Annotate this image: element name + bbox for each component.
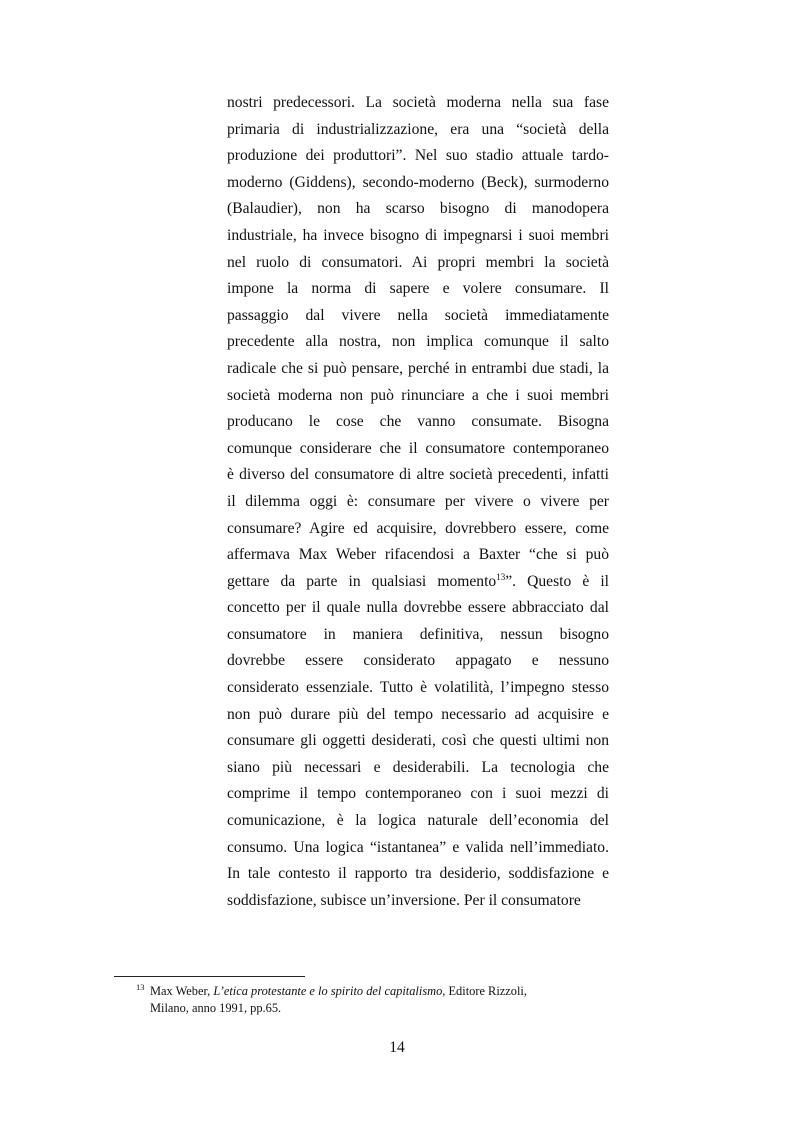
footnote-separator xyxy=(114,976,305,977)
page-number: 14 xyxy=(389,1039,405,1056)
body-line: concetto per il quale nulla dovrebbe essere abbracciato dal xyxy=(227,599,609,617)
body-line: soddisfazione, subisce un’inversione. Per il consumatore xyxy=(227,891,581,909)
body-line: industriale, ha invece bisogno di impegnarsi i suoi membri xyxy=(227,226,609,244)
body-line: considerato essenziale. Tutto è volatilità, l’impegno stesso xyxy=(227,679,609,697)
body-text xyxy=(227,90,609,914)
body-line: comprime il tempo contemporaneo con i suoi mezzi di xyxy=(227,785,609,803)
footnote-line: Milano, anno 1991, pp.65. xyxy=(150,1000,282,1015)
footnote-ref[interactable]: 13 xyxy=(496,571,506,582)
footnote-publisher: Editore Rizzoli, xyxy=(445,984,527,998)
body-line: produzione dei produttori”. Nel suo stadio attuale tardo- xyxy=(227,147,609,165)
body-line: impone la norma di sapere e volere consumare. Il xyxy=(227,280,609,298)
body-line: consumo. Una logica “istantanea” e valida nell’immediato. xyxy=(227,838,609,856)
body-line: nel ruolo di consumatori. Ai propri membri la società xyxy=(227,253,609,271)
body-line: In tale contesto il rapporto tra desiderio, soddisfazione e xyxy=(227,865,609,883)
body-line: (Balaudier), non ha scarso bisogno di manodopera xyxy=(227,200,609,218)
body-line: radicale che si può pensare, perché in entrambi due stadi, la xyxy=(227,359,609,377)
body-line: nostri predecessori. La società moderna nella sua fase xyxy=(227,94,609,111)
body-line-text: gettare da parte in qualsiasi momento xyxy=(227,572,497,590)
body-line: producano le cose che vanno consumate. Bisogna xyxy=(227,413,609,431)
body-line: è diverso del consumatore di altre società precedenti, infatti xyxy=(227,466,609,484)
body-line-text: ”. Questo è il xyxy=(505,572,609,590)
body-line: siano più necessari e desiderabili. La tecnologia che xyxy=(227,758,609,776)
footnote-mark: 13 xyxy=(136,982,145,992)
footnote-author: Max Weber, xyxy=(150,984,214,998)
body-line: comunque considerare che il consumatore contemporaneo xyxy=(227,439,609,457)
body-line: primaria di industrializzazione, era una “società della xyxy=(227,120,609,138)
body-line: comunicazione, è la logica naturale dell’economia del xyxy=(227,812,609,830)
body-line: moderno (Giddens), secondo-moderno (Beck), surmoderno xyxy=(227,173,609,191)
body-line: non può durare più del tempo necessario ad acquisire e xyxy=(227,705,609,723)
body-line: consumare? Agire ed acquisire, dovrebbero essere, come xyxy=(227,519,609,537)
body-line: consumare gli oggetti desiderati, così che questi ultimi non xyxy=(227,732,609,750)
body-line: precedente alla nostra, non implica comunque il salto xyxy=(227,333,609,351)
body-line: affermava Max Weber rifacendosi a Baxter “che si può xyxy=(227,546,609,564)
body-line: società moderna non può rinunciare a che i suoi membri xyxy=(227,386,609,404)
body-line: passaggio dal vivere nella società immediatamente xyxy=(227,306,609,324)
footnote-title: L’etica protestante e lo spirito del capitalismo, xyxy=(213,984,446,998)
body-line: consumatore in maniera definitiva, nessun bisogno xyxy=(227,625,609,643)
body-line: il dilemma oggi è: consumare per vivere o vivere per xyxy=(227,492,609,510)
body-line-with-footnote-ref xyxy=(227,569,609,596)
footnote-line xyxy=(136,983,616,1000)
body-line: dovrebbe essere considerato appagato e nessuno xyxy=(227,652,609,670)
footnote xyxy=(136,983,616,1016)
